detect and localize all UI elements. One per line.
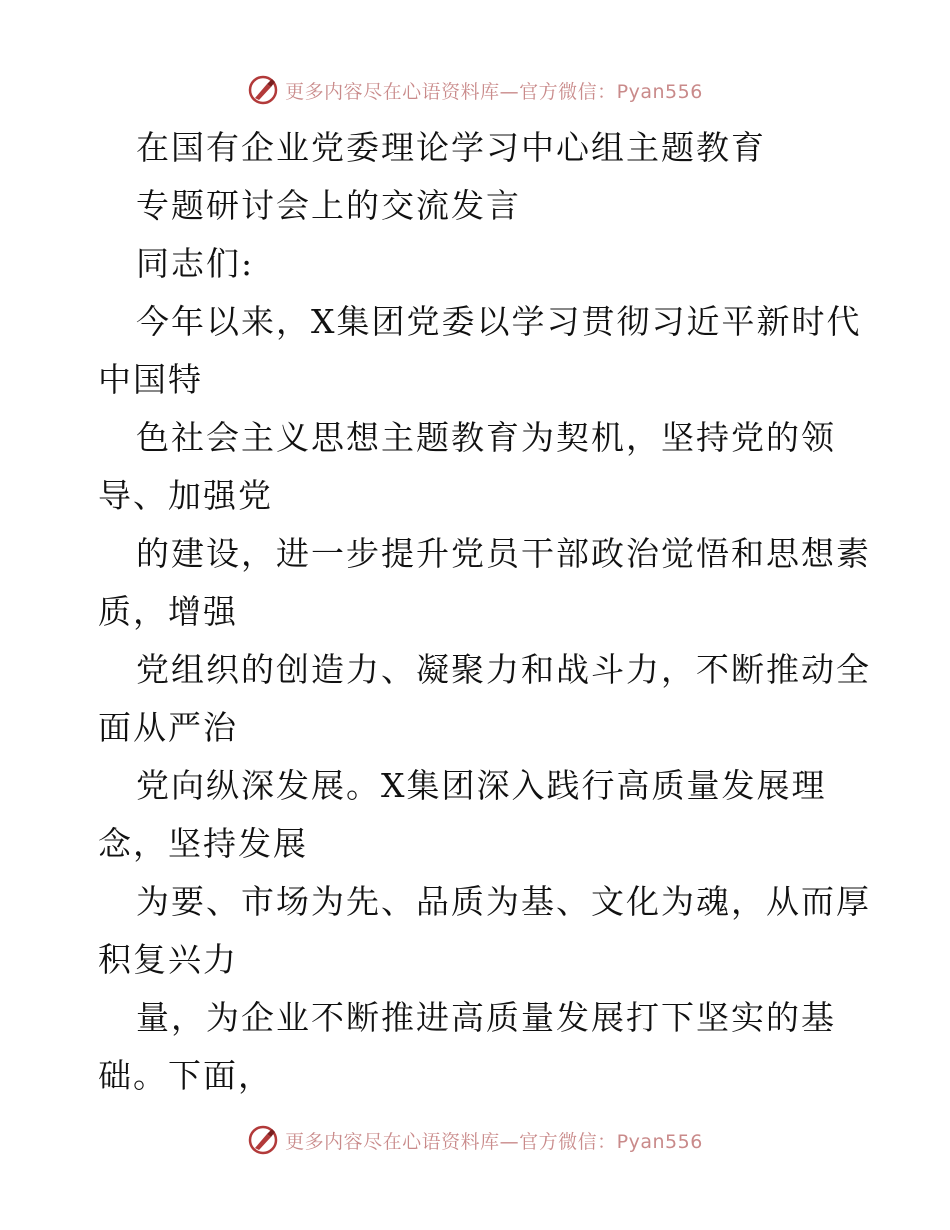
body-line: 质，增强 [98,592,238,631]
body-line: 面从严治 [98,708,238,747]
body-line: 今年以来，X集团党委以学习贯彻习近平新时代 [136,302,862,341]
header-watermark [0,72,950,108]
header-watermark-text: 更多内容尽在心语资料库—官方微信：Pyan556 [285,80,703,103]
body-line: 导、加强党 [98,476,273,515]
body-line: 积复兴力 [98,940,238,979]
pen-logo-icon [247,74,279,106]
body-line: 的建设，进一步提升党员干部政治觉悟和思想素 [136,534,871,573]
salutation: 同志们: [136,244,255,283]
body-line: 础。下面， [98,1056,273,1095]
pen-logo-icon [247,1124,279,1156]
footer-watermark [0,1122,950,1158]
document-title-line-2: 专题研讨会上的交流发言 [136,186,521,225]
body-line: 为要、市场为先、品质为基、文化为魂，从而厚 [136,882,871,921]
footer-watermark-text: 更多内容尽在心语资料库—官方微信：Pyan556 [285,1130,703,1153]
body-line: 党向纵深发展。X集团深入践行高质量发展理 [136,766,827,805]
body-line: 念，坚持发展 [98,824,308,863]
body-line: 量，为企业不断推进高质量发展打下坚实的基 [136,998,836,1037]
body-line: 党组织的创造力、凝聚力和战斗力，不断推动全 [136,650,871,689]
document-title-line-1: 在国有企业党委理论学习中心组主题教育 [136,128,766,167]
body-line: 中国特 [98,360,203,399]
body-line: 色社会主义思想主题教育为契机，坚持党的领 [136,418,836,457]
